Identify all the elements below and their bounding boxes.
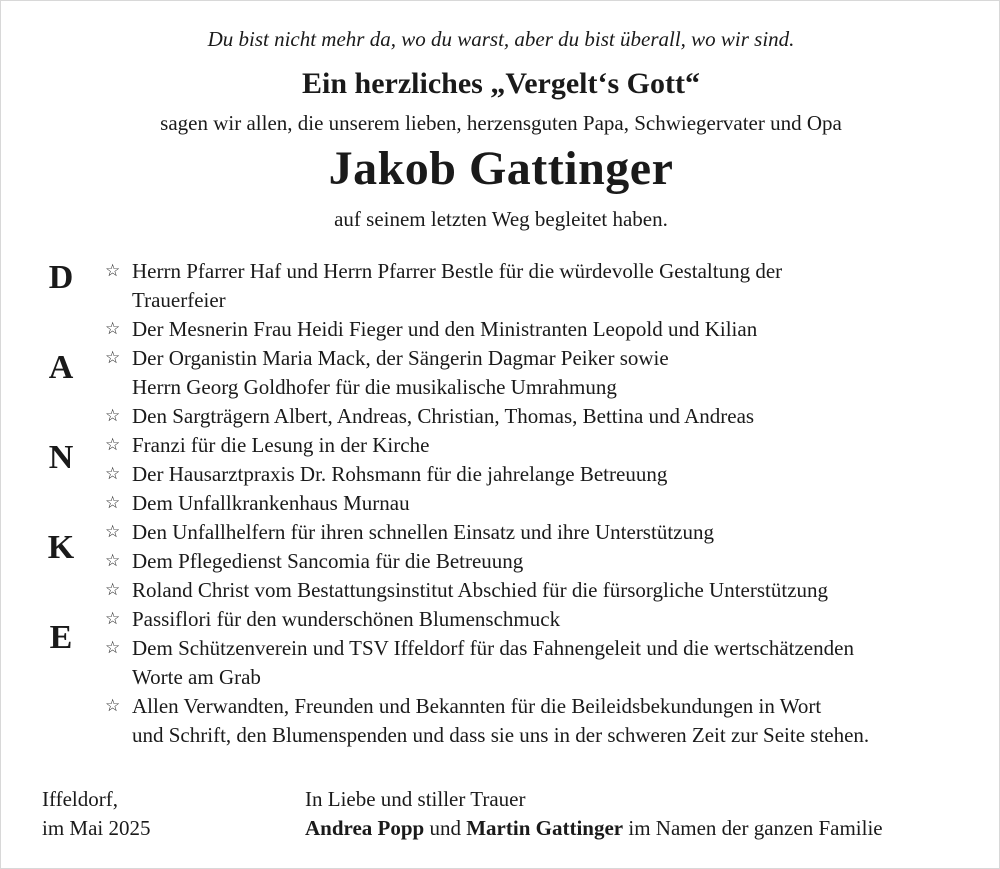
star-icon: ☆ [105, 638, 121, 658]
thanks-list [105, 257, 975, 750]
thanks-item [105, 576, 975, 605]
thanks-item [105, 315, 975, 344]
danke-letter: D [48, 259, 74, 296]
thanks-title: Ein herzliches „Vergelt‘s Gott“ [302, 67, 700, 100]
danke-letter: K [47, 529, 75, 566]
thanks-item-text: Den Sargträgern Albert, Andreas, Christian, Thomas, Bettina und Andreas [132, 404, 755, 428]
star-icon: ☆ [105, 406, 121, 426]
thanks-item-text-continued: Trauerfeier [132, 288, 226, 312]
deceased-name: Jakob Gattinger [328, 142, 674, 195]
thanks-item [105, 634, 975, 692]
thanks-item [105, 605, 975, 634]
connector: und [429, 816, 461, 840]
star-icon: ☆ [105, 696, 121, 716]
place-date [42, 785, 151, 843]
signature-block [305, 785, 883, 843]
thanks-item [105, 692, 975, 750]
star-icon: ☆ [105, 551, 121, 571]
star-icon: ☆ [105, 348, 121, 368]
thanks-item [105, 489, 975, 518]
star-icon: ☆ [105, 609, 121, 629]
thanks-item-text: Der Organistin Maria Mack, der Sängerin Dagmar Peiker sowie [132, 346, 669, 370]
sign-tail: im Namen der ganzen Familie [628, 816, 883, 840]
thanks-item-text-continued: und Schrift, den Blumenspenden und dass sie uns in der schweren Zeit zur Seite stehen. [132, 723, 870, 747]
thanks-item-text: Der Hausarztpraxis Dr. Rohsmann für die jahrelange Betreuung [132, 462, 668, 486]
star-icon: ☆ [105, 464, 121, 484]
thanks-item [105, 460, 975, 489]
thanks-item-text: Allen Verwandten, Freunden und Bekannten für die Beileidsbekundungen in Wort [132, 694, 822, 718]
thanks-item [105, 344, 975, 402]
thanks-item [105, 547, 975, 576]
star-icon: ☆ [105, 493, 121, 513]
motto: Du bist nicht mehr da, wo du warst, aber du bist überall, wo wir sind. [207, 27, 795, 51]
thanks-item-text: Dem Schützenverein und TSV Iffeldorf für das Fahnengeleit und die wertschätzenden [132, 636, 854, 660]
thanks-item-text-continued: Herrn Georg Goldhofer für die musikalische Umrahmung [132, 375, 617, 399]
place: Iffeldorf, [42, 787, 118, 811]
thanks-item-text: Herrn Pfarrer Haf und Herrn Pfarrer Bestle für die würdevolle Gestaltung der [132, 259, 783, 283]
closing-line: auf seinem letzten Weg begleitet haben. [334, 207, 668, 231]
signer-2: Martin Gattinger [466, 816, 624, 840]
thanks-item [105, 431, 975, 460]
danke-letter: A [48, 349, 74, 386]
thanks-item-text: Der Mesnerin Frau Heidi Fieger und den Ministranten Leopold und Kilian [132, 317, 758, 341]
thanks-item-text: Den Unfallhelfern für ihren schnellen Einsatz und ihre Unterstützung [132, 520, 714, 544]
dedication-line: sagen wir allen, die unserem lieben, herzensguten Papa, Schwiegervater und Opa [160, 111, 842, 135]
thanks-item [105, 402, 975, 431]
sign-intro: In Liebe und stiller Trauer [305, 787, 526, 811]
thanks-item-text: Passiflori für den wunderschönen Blumenschmuck [132, 607, 561, 631]
thanks-item-text-continued: Worte am Grab [132, 665, 261, 689]
thanks-item [105, 518, 975, 547]
thanks-item-text: Dem Pflegedienst Sancomia für die Betreuung [132, 549, 524, 573]
signers-line [305, 814, 883, 843]
danke-letter: N [48, 439, 74, 476]
thanks-item-text: Franzi für die Lesung in der Kirche [132, 433, 430, 457]
star-icon: ☆ [105, 522, 121, 542]
date: im Mai 2025 [42, 816, 151, 840]
star-icon: ☆ [105, 580, 121, 600]
thanks-item-text: Roland Christ vom Bestattungsinstitut Abschied für die fürsorgliche Unterstützung [132, 578, 829, 602]
thanks-item [105, 257, 975, 315]
star-icon: ☆ [105, 435, 121, 455]
thanks-item-text: Dem Unfallkrankenhaus Murnau [132, 491, 410, 515]
star-icon: ☆ [105, 319, 121, 339]
danke-letter: E [49, 619, 73, 656]
star-icon: ☆ [105, 261, 121, 281]
signer-1: Andrea Popp [305, 816, 425, 840]
